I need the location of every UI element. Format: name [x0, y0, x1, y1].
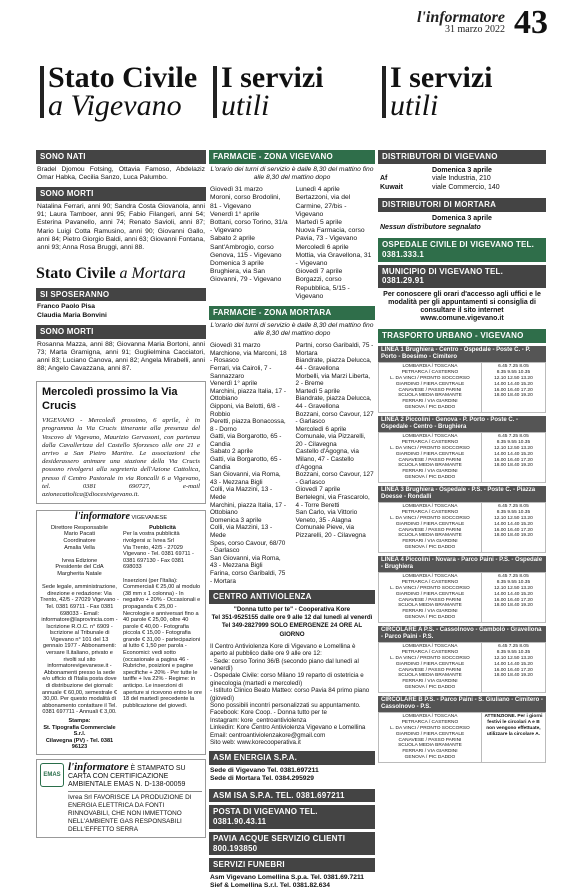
distributori-mortara	[378, 212, 546, 235]
asm-isa-header: ASM ISA S.P.A. TEL. 0381.697211	[209, 789, 375, 803]
linea-2-header: LINEA 2 Piccolini - Genova - P. Porto - Poste C. - Ospedale - Centro - Brughiera	[378, 416, 546, 433]
page-number: 43	[514, 4, 548, 41]
emas-title: l'informatore	[68, 760, 129, 773]
distributori-vigevano	[378, 164, 546, 196]
farmacie-mortara-left: Giovedì 31 marzo Marchione, via Marconi, 18 - Rosasco Ferrari, via Cairoli, 7 - Sannazzaro Venerdì 1° aprile Marchini, piazza Italia, 17 - Ottobiano Gipponi, via Belotti, 6/8 - Robbio Peretti, piazza Bonacossa, 8 - Dorno Gatti, via Borgarotto, 65 - Candia Sabato 2 aprile Gatti, via Borgarotto, 65 - Candia San Giovanni, via Roma, 43 - Mezzana Bigli Colli, via Mazzini, 13 - Mede Marchini, piazza Italia, 17 - Ottobiano Domenica 3 aprile Colli, via Mazzini, 13 - Mede Spes, corso Cavour, 68/70 - Garlasco San Giovanni, via Roma, 43 - Mezzana Bigli Farina, corso Garibaldi, 75 - Mortara	[210, 342, 287, 585]
masthead-date: 31 marzo 2022	[445, 24, 505, 35]
distributori-vigevano-date: Domenica 3 aprile	[432, 166, 492, 174]
via-crucis-text: VIGEVANO - Mercoledì prossimo, 6 aprile, è in programma la Via Crucis itinerante alla presenza del Vescovo di Vigevano, Maurizio Gervasoni, con partenza dalla Cavallerizza del Castello Sforzesco alle ore 21 e arrivo a San Pietro Martire. Le associazioni che desiderassero animare una stazione della Via Crucis possono rivolgersi alla segreteria dell'Azione Cattolica, presso il Centro Pastorale in via Roncalli 6 a Vigevano, tel. 0381 690727, e-mail azionecattolica@diocesivigevano.it.	[42, 417, 200, 498]
posta-header: POSTA DI VIGEVANO TEL. 0381.90.43.11	[209, 805, 375, 829]
farmacie-vigevano-intro: L'orario dei turni di servizio è dalle 8,30 del mattino fino alle 8,30 del mattino dopo	[210, 165, 374, 181]
stops-list: LOMBARDIA / TOSCANA PETRARCA / CASTERNO L. DA VINCI / PRONTO SOCCORSO GIARDINO / FIERA CENTRALE CANAVESE / PASSO PARINI SCUOLA MEDIA BRAMANTE FERRARI / VIA GIARDINI GENOVA / PIC DADDO	[379, 503, 482, 551]
distributor-address: viale Commercio, 140	[432, 183, 500, 191]
sposi-list: Franco Paolo Pisa Claudia Maria Bonvini	[37, 303, 107, 319]
distributori-mortara-header: DISTRIBUTORI DI MORTARA	[378, 198, 546, 212]
mortara-title	[36, 264, 206, 284]
times-list: 6.45 7.25 8.05 8.35 9.55 10.35 12.10 12.50 13.20 14.00 14.40 15.20 16.00 16.40 17.20 18.00 18.40 19.20	[494, 574, 533, 609]
column-servizi-1	[209, 62, 375, 892]
colophon-sub: VIGEVANESE	[131, 515, 168, 522]
colophon-logo: l'informatore	[74, 511, 130, 523]
pavia-acque-header: PAVIA ACQUE SERVIZIO CLIENTI 800.193850	[209, 832, 375, 856]
stops-list: LOMBARDIA / TOSCANA PETRARCA / CASTERNO L. DA VINCI / PRONTO SOCCORSO GIARDINO / FIERA CENTRALE CANAVESE / PASSO PARINI SCUOLA MEDIA BRAMANTE FERRARI / VIA GIARDINI GENOVA / PIC DADDO	[379, 363, 482, 411]
distributori-vigevano-header: DISTRIBUTORI DI VIGEVANO	[378, 150, 546, 164]
colophon-stampa: Stampa: St. Tipografia Commerciale S.r.l. Cilavegna (PV) - Tel. 0381 96123	[43, 718, 116, 751]
times-list: 6.45 7.25 8.05 8.35 9.55 10.35 12.10 12.50 13.20 14.00 14.40 15.20 16.00 16.40 17.20 18.00 18.40 19.20	[494, 364, 533, 399]
nati-list: Bradel Djomou Fotsing, Ottavia Famoso, Abdelaziz Omar Habka, Cecilia Sanzo, Luca Palumbo.	[37, 165, 205, 181]
times-list: 6.45 7.25 8.05 8.35 9.55 10.35 12.10 12.50 13.20 14.00 14.40 15.20 16.00 16.40 17.20 18.00 18.40 19.20	[494, 434, 533, 469]
times-list: 6.45 7.25 8.05 8.35 9.55 10.35 12.10 12.50 13.20 14.00 14.40 15.20 16.00 16.40 17.20 18.00 18.40 19.20	[494, 644, 533, 679]
section-title: I servizi	[221, 61, 324, 94]
stops-list: LOMBARDIA / TOSCANA PETRARCA / CASTERNO L. DA VINCI / PRONTO SOCCORSO GIARDINO / FIERA CENTRALE CANAVESE / PASSO PARINI SCUOLA MEDIA BRAMANTE FERRARI / VIA GIARDINI GENOVA / PIC DADDO	[379, 433, 482, 481]
linea-1-header: LINEA 1 Brughiera - Centro - Ospedale - Poste C. - P. Porto - Boesimo - Cimitero	[378, 346, 546, 363]
energy-text: Ivrea Srl FAVORISCE LA PRODUZIONE DI ENERGIA ELETTRICA DA FONTI RINNOVABILI, CHE NON IMMETTONO NELL'AMBIENTE GAS RESPONSABILI DELL'EFFETTO SERRA	[68, 793, 192, 833]
funebri-text: Asm Vigevano Lomellina S.p.a. Tel. 0381.69.7211 Sief & Lomellina S.r.l. Tel. 0381.82.634	[210, 874, 365, 890]
sposi-header: SI SPOSERANNO	[36, 288, 206, 302]
distributor-address: viale Industria, 210	[432, 175, 491, 183]
times-list: 6.45 7.25 8.05 8.35 9.55 10.35 12.10 12.50 13.20 14.00 14.40 15.20 16.00 16.40 17.20 18.00 18.40 19.20	[494, 504, 533, 539]
linea-4-table	[378, 572, 546, 622]
municipio-header: MUNICIPIO DI VIGEVANO TEL. 0381.29.91	[378, 265, 546, 289]
circolare-b-header: CIRCOLARE B P.S. - Parco Paini - S. Giuliano - Cimitero - Cassolnovo - P.S.	[378, 696, 546, 713]
mortara-title-sub: a Mortara	[119, 265, 186, 283]
distributor-name: Kuwait	[380, 183, 403, 191]
stops-list: LOMBARDIA / TOSCANA PETRARCA / CASTERNO L. DA VINCI / PRONTO SOCCORSO GIARDINO / FIERA CENTRALE CANAVESE / PASSO PARINI SCUOLA MEDIA BRAMANTE FERRARI / VIA GIARDINI GENOVA / PIC DADDO	[379, 573, 482, 621]
mortara-title-main: Stato Civile	[36, 265, 116, 283]
masthead-logo: l'informatore	[416, 9, 505, 26]
circolare-b-table	[378, 712, 546, 762]
colophon-pubblicita-header: Pubblicità	[149, 524, 176, 531]
antiviolenza-text: Il Centro Antiviolenza Kore di Vigevano e Lomellina è aperto al pubblico dalle ore 9 alle ore 12: - Sede: corso Torino 36/B (secondo piano dal lunedì al venerdì) - Ospedale Civile: corso Milano 19 reparto di ostetricia e ginecologia (martedì e mercoledì) - Istituto Clinico Beato Matteo: corso Pavia 84 primo piano (giovedì) Sono possibili incontri personalizzati su appuntamento. Facebook: Kore Coop. - Donna tutto per te Instagram: kore_centroantiviolenza Linkedin: Kore Centro Antiviolenza Vigevano e Lomellina Email: centroantiviolenzakore@gmail.com Sito web: www.korecooperativa.it	[210, 642, 370, 746]
trasporto-header: TRASPORTO URBANO - VIGEVANO	[378, 329, 546, 343]
colophon	[36, 510, 206, 755]
linea-4-header: LINEA 4 Piccolini - Novara - Parco Paini - P.S. - Ospedale - Brughiera	[378, 556, 546, 573]
masthead	[0, 0, 580, 60]
colophon-pubblicita: Per la vostra pubblicità rivolgersi a: Ivrea Srl Via Trento, 42/5 - 27029 Vigevano - Tel. 0381 69711 - 0381 697130 - Fax 0381 698033 Inserzioni (per l'Italia): Commerciali € 25,00 al modulo (38 mm x 1 colonna) - In negativo + 20% - Occasionali e propaganda € 25,00 - Necrologie e anniversari fino a 40 parole € 25,00, oltre 40 parole € 40,00 - Fotografia piccola € 15,00 - Fotografia grande € 31,00 - partecipazioni al lutto € 1,50 per parola - Economici: vedi sotto (occasionale a pagina 46 - Rubriche, posizioni e pagine specifiche + 20% - Per tutte le tariffe + Iva 22% - Regime: in anticipo. Le inserzioni di aperture si ricevono entro le ore 18 del martedì precedente la pubblicazione del giovedì.	[123, 531, 202, 709]
nati-header: SONO NATI	[36, 150, 206, 164]
stops-list: LOMBARDIA / TOSCANA PETRARCA / CASTERNO L. DA VINCI / PRONTO SOCCORSO GIARDINO / FIERA CENTRALE CANAVESE / PASSO PARINI SCUOLA MEDIA BRAMANTE FERRARI / VIA GIARDINI GENOVA / PIC DADDO	[379, 713, 482, 761]
morti-header: SONO MORTI	[36, 187, 206, 201]
section-subtitle: utili	[390, 89, 439, 122]
emas-box	[36, 759, 206, 838]
stops-list: LOMBARDIA / TOSCANA PETRARCA / CASTERNO L. DA VINCI / PRONTO SOCCORSO GIARDINO / FIERA CENTRALE CANAVESE / PASSO PARINI SCUOLA MEDIA BRAMANTE FERRARI / VIA GIARDINI GENOVA / PIC DADDO	[379, 643, 482, 691]
circolare-a-header: CIRCOLARE A P.S. - Cassolnovo - Gambolò - Gravellona - Parco Paini - P.S.	[378, 626, 546, 643]
antiviolenza-header: CENTRO ANTIVIOLENZA	[209, 590, 375, 604]
municipio-notice: Per conoscere gli orari d'accesso agli uffici e le modalità per gli appuntamenti si consiglia di consultare il sito internet www.comune.vigevano.it	[383, 291, 541, 322]
emas-text: È STAMPATO SU CARTA CON CERTIFICAZIONE AMBIENTALE EMAS N. D-138-00059	[68, 764, 186, 788]
farmacie-mortara-header: FARMACIE - ZONA MORTARA	[209, 306, 375, 320]
via-crucis-title: Mercoledì prossimo la Via Crucis	[42, 386, 178, 412]
antiviolenza-phones: "Donna tutto per te" - Cooperativa Kore Tel 351-9525155 dalle ore 9 alle 12 dal lunedì al venerdì Tel 349-2827999 SOLO EMERGENZE 24 ORE AL GIORNO	[211, 605, 373, 638]
section-subtitle: utili	[221, 89, 270, 122]
list-item	[380, 184, 544, 193]
farmacie-vigevano-left: Giovedì 31 marzo Moroni, corso Brodolini, 81 - Vigevano Venerdì 1° aprile Bottani, corso Torino, 31/a - Vigevano Sabato 2 aprile Sant'Ambrogio, corso Genova, 115 - Vigevano Domenica 3 aprile Brughiera, via San Giovanni, 79 - Vigevano	[210, 186, 288, 284]
funebri-header: SERVIZI FUNEBRI	[209, 858, 375, 872]
list-item	[380, 175, 544, 184]
farmacie-vigevano-header: FARMACIE - ZONA VIGEVANO	[209, 150, 375, 164]
morti-list: Natalina Ferrari, anni 90; Sandra Costa Giovanola, anni 91; Laura Tamboer, anni 95; Fabio Filangeri, anni 54; Esterina Pavanello, anni 74; Renato Savioli, anni 87; Mario Luigi Cotta Ramusino, anni 90; Giovanni Gallo, anni 84; Pietro Giorgio Baldi, anni 63; Giovanni Fontana, anni 93; Anna Rosa Bruggi, anni 88.	[37, 202, 205, 251]
distributori-mortara-date: Domenica 3 aprile	[432, 215, 492, 222]
morti2-list: Rosanna Mazza, anni 88; Giovanna Maria Bortoni, anni 73; Marta Gramigna, anni 91; Guglielmina Cacciatori, anni 83; Luciano Canova, anni 82; Angela Mirabelli, anni 88; Angelo Cavazzana, anni 87.	[37, 340, 205, 373]
linea-3-table	[378, 502, 546, 552]
distributori-mortara-text: Nessun distributore segnalato	[380, 223, 481, 231]
asm-text: Sede di Vigevano Tel. 0381.697211 Sede di Mortara Tel. 0384.295929	[210, 767, 319, 783]
column-servizi-2	[378, 62, 546, 763]
column-stato-civile	[36, 62, 206, 838]
farmacie-vigevano-right: Lunedì 4 aprile Bertazzoni, via del Carmine, 27/bis - Vigevano Martedì 5 aprile Nuova Farmacia, corso Pavia, 73 - Vigevano Mercoledì 6 aprile Mottia, via Gravellona, 31 - Vigevano Giovedì 7 aprile Borgazzi, corso Repubblica, 5/15 - Vigevano	[295, 186, 372, 300]
asm-header: ASM ENERGIA S.P.A.	[209, 751, 375, 765]
attenzione-note: ATTENZIONE. Per i giorni festivi le circolari A e B non vengono effettuate, utilizzare la circolare A.	[484, 714, 543, 737]
linea-1-table	[378, 362, 546, 412]
ospedale-header: OSPEDALE CIVILE DI VIGEVANO TEL. 0381.333.1	[378, 238, 546, 262]
section-title: Stato Civile	[48, 61, 198, 94]
section-subtitle: a Vigevano	[48, 89, 182, 122]
morti2-header: SONO MORTI	[36, 325, 206, 339]
emas-logo-icon: EMAS	[40, 763, 64, 787]
circolare-a-table	[378, 642, 546, 692]
section-title: I servizi	[390, 61, 493, 94]
distributor-name: Af	[380, 175, 388, 183]
via-crucis-box	[36, 381, 206, 504]
farmacie-mortara-intro: L'orario dei turni di servizio è dalle 8,30 del mattino fino alle 8,30 del mattino dopo	[210, 321, 374, 337]
farmacie-mortara-right: Partni, corso Garibaldi, 75 - Mortara Biandrate, piazza Delucca, 44 - Gravellona Morbelli, via Marzi Liberta, 2 - Breme Martedì 5 aprile Biandrate, piazza Delucca, 44 - Gravellona Bozzani, corso Cavour, 127 - Garlasco Mercoledì 6 aprile Comunale, via Pizzarelli, 20 - Cilavegna Castello d'Agogna, via Milano, 47 - Castello d'Agogna Bozzani, corso Cavour, 127 - Garlasco Giovedì 7 aprile Bertelegni, via Frascarolo, 4 - Torre Beretti San Carlo, via Vittorio Veneto, 35 - Alagna Comunale Pieve, via Pizzarelli, 20 - Cilavegna	[295, 342, 374, 539]
linea-2-table	[378, 432, 546, 482]
colophon-staff: Direttore Responsabile Mario Pacati Coordinatore Amalia Vella Ivrea Edizione Presidente del CdA Margherita Natale Sede legale, amministrazione, direzione e redazione: Via Trento, 42/5 - 27029 Vigevano - Tel. 0381 69711 - Fax 0381 698033 - Email: informatore@laprovincia.com - Iscrizione R.O.C. n° 6909 - Iscrizione al Tribunale di Vigevano n° 101 del 13 gennaio 1977 - Abbonamenti: versare Il.italiano, privato e rivolti sul sito informatorevigevanese.it - Abbonamenti presso la sede e/o ufficio di l'Italia posta dove di distribuzione dei giornali: annuale € 60,00, semestrale € 30,00. Per questo modalità di abbonamento contattare il Tel. 0381 697711 - Annuali € 3,00.	[40, 524, 119, 716]
linea-3-header: LINEA 3 Brughiera - Ospedale - P.S. - Poste C. - Piazza Doesse - Rondalli	[378, 486, 546, 503]
